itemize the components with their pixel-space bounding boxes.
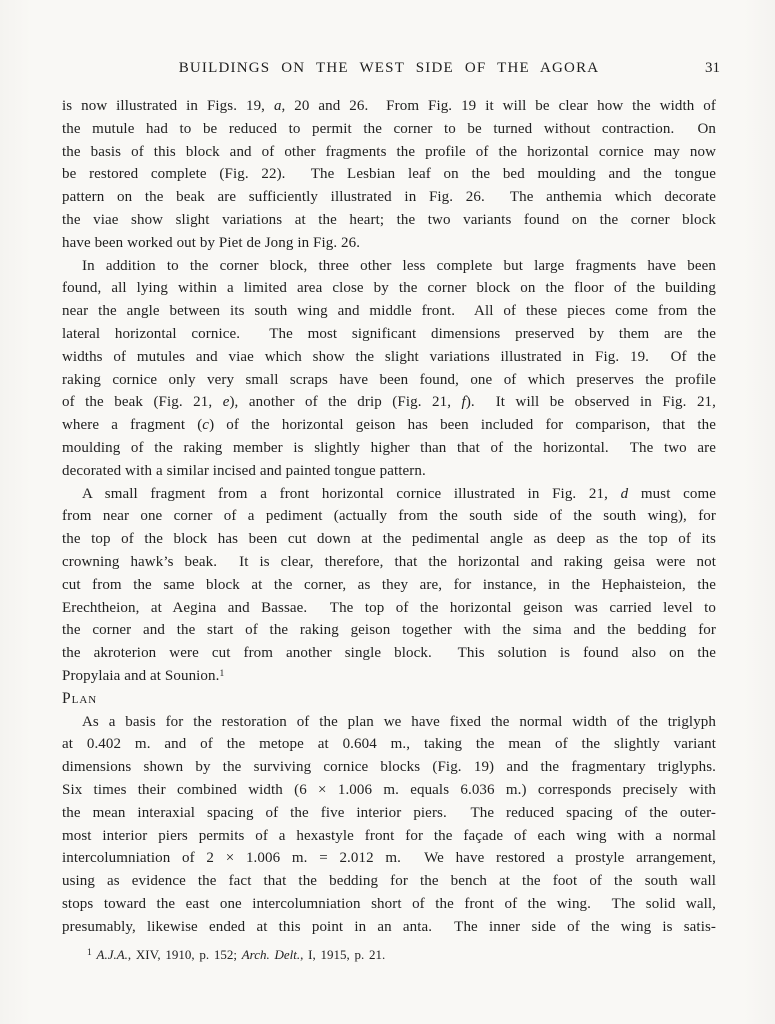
text-line: Six times their combined width (6 × 1.006 m. equals 6.036 m.) corresponds precisely with: [62, 781, 716, 798]
text-line: crowning hawk’s beak. It is clear, therefore, that the horizontal and raking geisa were not: [62, 553, 716, 570]
text-line: intercolumniation of 2 × 1.006 m. = 2.012 m. We have restored a prostyle arrangement,: [62, 850, 716, 867]
text-line: the mean interaxial spacing of the five interior piers. The reduced spacing of the outer-: [62, 804, 716, 821]
text-line: presumably, likewise ended at this point in an anta. The inner side of the wing is satis-: [62, 918, 716, 935]
text-line: be restored complete (Fig. 22). The Lesbian leaf on the bed moulding and the tongue: [62, 166, 716, 183]
text-line: the mutule had to be reduced to permit the corner to be turned without contraction. On: [62, 120, 716, 137]
page-header: [62, 58, 720, 80]
paragraph: [62, 255, 716, 483]
page-number: 31: [705, 60, 720, 76]
text-line: the corner and the start of the raking geison together with the sima and the bedding for: [62, 622, 716, 639]
text-line: moulding of the raking member is slightly higher than that of the horizontal. The two are: [62, 439, 716, 456]
text-line: widths of mutules and viae which show the slight variations illustrated in Fig. 19. Of the: [62, 348, 716, 365]
text-line: pattern on the beak are sufficiently illustrated in Fig. 26. The anthemia which decorate: [62, 189, 716, 206]
text-line: the basis of this block and of other fragments the profile of the horizontal cornice may now: [62, 143, 716, 160]
text-line: of the beak (Fig. 21, e), another of the drip (Fig. 21, f). It will be observed in Fig. 21,: [62, 394, 716, 411]
running-head-title: BUILDINGS ON THE WEST SIDE OF THE AGORA: [178, 60, 600, 76]
text-line: using as evidence the fact that the bedding for the bench at the foot of the south wall: [62, 873, 716, 890]
text-line: the akroterion were cut from another single block. This solution is found also on the: [62, 645, 716, 662]
page-body: [62, 95, 716, 963]
text-line: A small fragment from a front horizontal cornice illustrated in Fig. 21, d must come: [82, 485, 717, 502]
text-line: Erechtheion, at Aegina and Bassae. The top of the horizontal geison was carried level to: [62, 599, 716, 616]
paragraph: [62, 483, 716, 688]
text-line: dimensions shown by the surviving cornice blocks (Fig. 19) and the fragmentary triglyphs.: [62, 759, 716, 776]
text-line: have been worked out by Piet de Jong in Fig. 26.: [62, 234, 361, 251]
section-heading: Plan: [62, 689, 98, 707]
text-line: In addition to the corner block, three other less complete but large fragments have been: [82, 257, 716, 274]
text-line: most interior piers permits of a hexastyle front for the façade of each wing with a normal: [62, 827, 716, 844]
text-line: lateral horizontal cornice. The most significant dimensions preserved by them are the: [62, 325, 716, 342]
text-line: from near one corner of a pediment (actually from the south side of the south wing), for: [62, 508, 716, 525]
text-line: Propylaia and at Sounion.$^1$: [62, 667, 225, 684]
footnote: $^1$ A.J.A., XIV, 1910, p. 152; Arch. Delt., I, 1915, p. 21.: [87, 947, 386, 963]
text-line: where a fragment (c) of the horizontal geison has been included for comparison, that the: [62, 417, 716, 434]
paragraph: [62, 711, 716, 939]
text-line: decorated with a similar incised and painted tongue pattern.: [62, 462, 426, 479]
text-line: is now illustrated in Figs. 19, a, 20 and 26. From Fig. 19 it will be clear how the width of: [62, 98, 716, 114]
text-line: As a basis for the restoration of the plan we have fixed the normal width of the triglyph: [82, 713, 716, 730]
text-line: raking cornice only very small scraps have been found, one of which preserves the profile: [62, 371, 716, 388]
text-line: the viae show slight variations at the heart; the two variants found on the corner block: [62, 211, 716, 228]
text-line: found, all lying within a limited area close by the corner block on the floor of the building: [62, 280, 716, 297]
text-line: stops toward the east one intercolumniation short of the front of the wing. The solid wall,: [62, 895, 716, 912]
paragraph: [62, 95, 716, 255]
text-line: cut from the same block at the corner, as they are, for instance, in the Hephaisteion, the: [62, 576, 716, 593]
text-line: the top of the block has been cut down at the pedimental angle as deep as the top of its: [62, 531, 716, 548]
text-line: near the angle between its south wing and middle front. All of these pieces come from the: [62, 303, 716, 320]
text-line: at 0.402 m. and of the metope at 0.604 m., taking the mean of the slightly variant: [62, 736, 716, 753]
